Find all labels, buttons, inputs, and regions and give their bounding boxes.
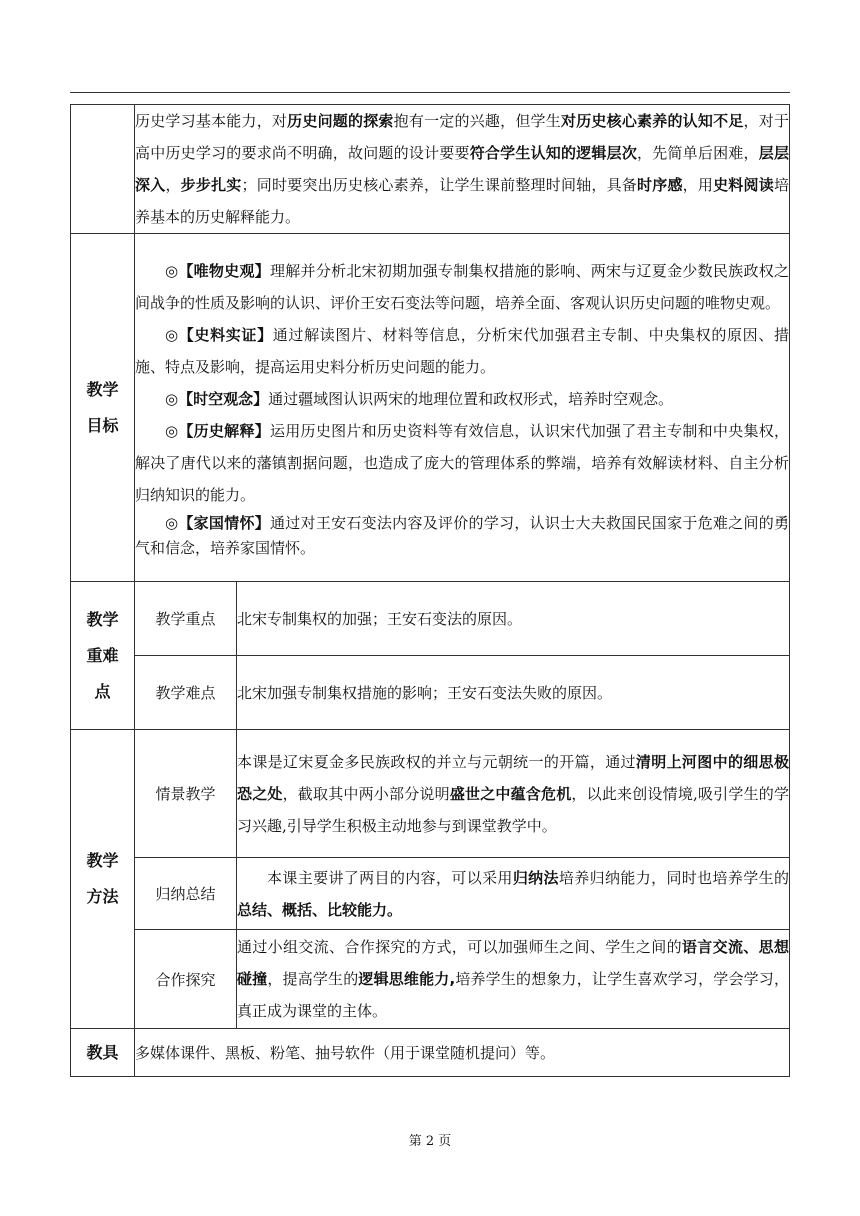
teaching-goals-label: [71, 234, 135, 582]
keypoints-label: [71, 582, 135, 730]
text-run: ，先简单后困难，: [637, 144, 759, 162]
row-teaching-tools: [71, 1029, 790, 1077]
teaching-goals-content: [135, 234, 790, 582]
text-run: 培养归纳能力，同时也培养学生的: [558, 868, 789, 887]
bold-phrase: 层层深入: [135, 144, 789, 194]
bold-phrase: 历史问题的探索: [287, 112, 394, 130]
text-run: 抱有一定的兴趣，但学生: [393, 112, 561, 130]
text-run: ，对于高中历史学习的要求尚不明确，故问题的设计要要: [135, 112, 789, 162]
goal-tag: ◎【唯物史观】: [165, 261, 270, 280]
page-number: 第 2 页: [408, 1134, 452, 1149]
methods-label-line1: 教学: [86, 851, 119, 870]
text-run: 历史学习基本能力，对: [135, 112, 288, 130]
header-rule: [70, 92, 790, 93]
method-scenario-paragraph: [237, 746, 789, 842]
key-point-label: 教学重点: [135, 582, 237, 656]
text-run: 本课是辽宋夏金多民族政权的并立与元朝统一的开篇，通过: [237, 752, 636, 771]
method-summary-paragraph: [237, 862, 789, 926]
text-run: ，: [165, 176, 181, 194]
method-scenario-text: [237, 730, 790, 858]
row-teaching-goals: [71, 234, 790, 582]
goal-item-evidence: [135, 319, 789, 383]
row-method-scenario: [71, 730, 790, 858]
text-run: ，截取其中两小部分说明: [282, 784, 450, 803]
key-point-text: 北宋专制集权的加强；王安石变法的原因。: [237, 582, 790, 656]
bold-phrase: 总结、概括、比较能力。: [237, 900, 403, 919]
teaching-goals-label-line1: 教学: [86, 379, 119, 399]
goal-item-materialism: [135, 255, 789, 319]
bold-phrase: 步步扎实: [180, 176, 242, 194]
bold-phrase: 对历史核心素养的认知不足: [560, 112, 744, 130]
row-method-summary: [71, 858, 790, 930]
method-cooperation-label: 合作探究: [135, 930, 237, 1029]
goal-text: 运用历史图片和历史资料等有效信息，认识宋代加强了君主专制和中央集权，解决了唐代以来的藩镇割据问题，也造成了庞大的管理体系的弊端，培养有效解读材料、自主分析归纳知识的能力。: [135, 421, 789, 504]
teaching-goals-label-line2: 目标: [86, 415, 119, 435]
lesson-plan-table: [70, 104, 790, 1077]
bold-phrase: 逻辑思维能力,: [358, 970, 456, 988]
bold-phrase: 归纳法: [512, 868, 559, 887]
text-run: 培养基本的历史解释能力。: [135, 176, 789, 226]
goal-tag: ◎【历史解释】: [165, 421, 270, 440]
method-summary-label: 归纳总结: [135, 858, 237, 930]
keypoints-label-line3: 点: [94, 681, 111, 701]
method-scenario-label: 情景教学: [135, 730, 237, 858]
row-key-point: [71, 582, 790, 656]
goal-tag: ◎【时空观念】: [165, 389, 269, 408]
goal-text: 通过疆域图认识两宋的地理位置和政权形式，培养时空观念。: [268, 389, 674, 408]
row-difficult-point: [71, 656, 790, 730]
bold-phrase: 史料阅读: [713, 176, 774, 194]
difficult-point-text: 北宋加强专制集权措施的影响；王安石变法失败的原因。: [237, 656, 790, 730]
text-run: 通过小组交流、合作探究的方式，可以加强师生之间、学生之间的: [237, 938, 682, 956]
student-analysis-text: [135, 105, 790, 234]
goal-item-spacetime: [135, 383, 789, 415]
goal-text: 通过对王安石变法内容及评价的学习，认识士大夫救国民国家于危难之间的勇气和信念，培养家国情怀。: [135, 513, 789, 557]
goal-item-interpretation: [135, 415, 789, 511]
student-analysis-label-cell: [71, 105, 135, 234]
goal-tag: ◎【史料实证】: [165, 325, 273, 344]
bold-phrase: 语言交流、思想碰撞: [237, 938, 789, 988]
text-run: ，以此来创设情境,吸引学生的学习兴趣,引导学生积极主动地参与到课堂教学中。: [237, 784, 789, 835]
bold-phrase: 盛世之中蕴含危机: [449, 784, 572, 803]
row-student-analysis: [71, 105, 790, 234]
method-cooperation-text: [237, 930, 790, 1029]
student-analysis-paragraph: [135, 105, 789, 233]
text-run: ；同时要突出历史核心素养，让学生课前整理时间轴，具备: [241, 176, 638, 194]
text-run: 本课主要讲了两目的内容，可以采用: [267, 868, 513, 887]
bold-phrase: 清明上河图中的细思极恐之处: [237, 752, 789, 803]
keypoints-label-line1: 教学: [86, 609, 119, 629]
teaching-tools-text: 多媒体课件、黑板、粉笔、抽号软件（用于课堂随机提问）等。: [135, 1029, 790, 1077]
method-summary-text: [237, 858, 790, 930]
bold-phrase: 符合学生认知的逻辑层次: [469, 144, 638, 162]
row-method-cooperation: [71, 930, 790, 1029]
text-run: ，提高学生的: [267, 970, 359, 988]
difficult-point-label: 教学难点: [135, 656, 237, 730]
methods-label-line2: 方法: [86, 887, 119, 906]
bold-phrase: 时序感: [637, 176, 683, 194]
method-cooperation-paragraph: [237, 931, 789, 1027]
teaching-tools-label: 教具: [71, 1029, 135, 1077]
methods-label: [71, 730, 135, 1029]
goal-tag: ◎【家国情怀】: [165, 513, 270, 532]
keypoints-label-line2: 重难: [86, 645, 119, 665]
text-run: ，用: [682, 176, 714, 194]
goal-text: 通过解读图片、材料等信息，分析宋代加强君主专制、中央集权的原因、措施、特点及影响，提高运用史料分析历史问题的能力。: [135, 325, 789, 376]
text-run: 培养学生的想象力，让学生喜欢学习，学会学习，真正成为课堂的主体。: [237, 970, 789, 1020]
goal-text: 理解并分析北宋初期加强专制集权措施的影响、两宋与辽夏金少数民族政权之间战争的性质及影响的认识、评价王安石变法等问题，培养全面、客观认识历史问题的唯物史观。: [135, 261, 789, 312]
goal-item-patriotism: [135, 511, 789, 561]
